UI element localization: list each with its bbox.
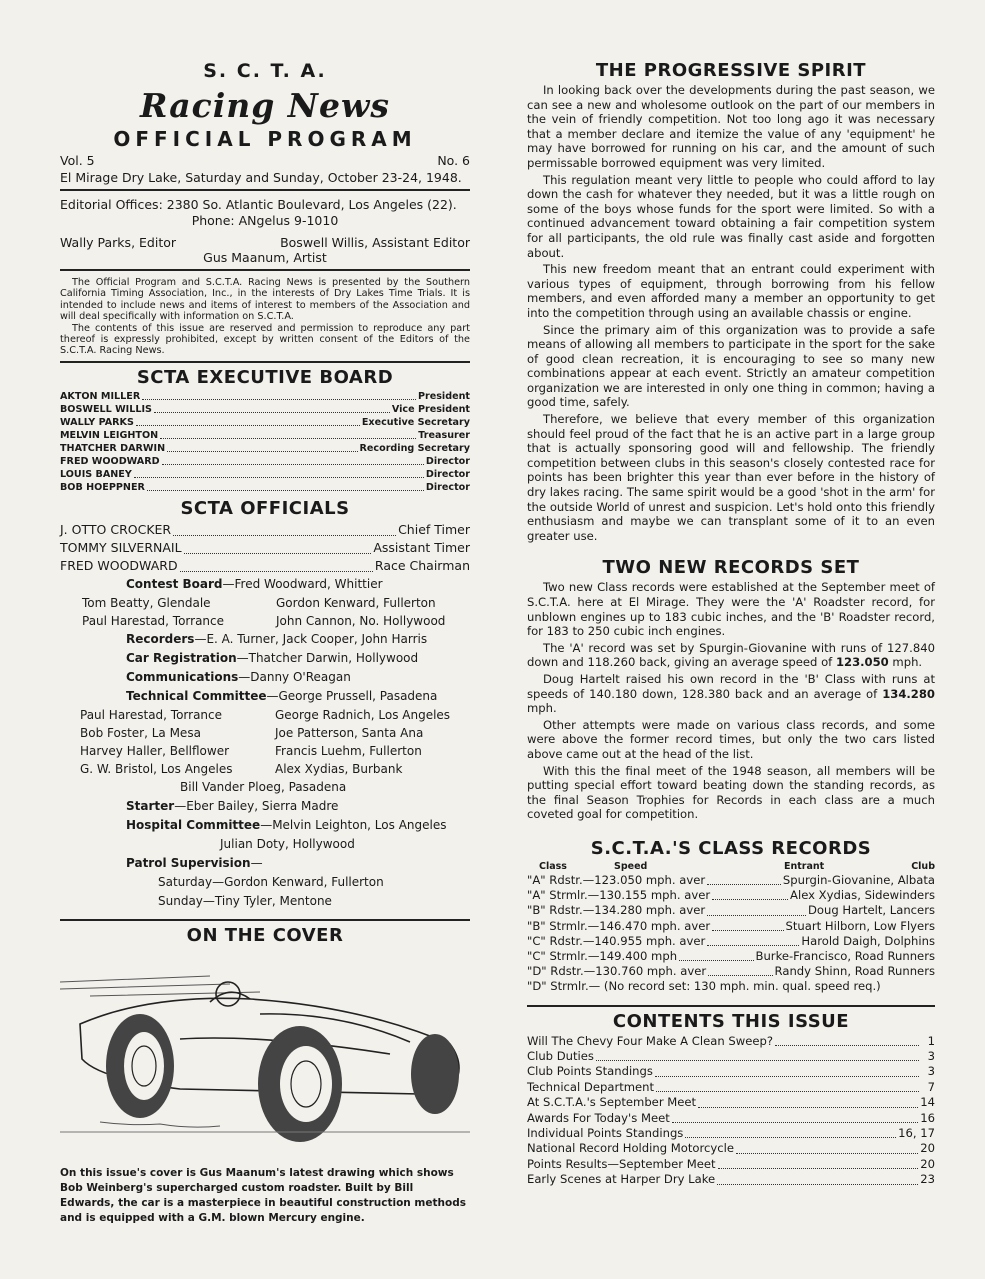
recorders xyxy=(60,630,470,649)
official-name: J. OTTO CROCKER xyxy=(60,521,172,537)
contest-board xyxy=(60,575,470,594)
contents-row xyxy=(527,1157,935,1172)
roadster-illustration xyxy=(60,954,470,1144)
board-row xyxy=(60,442,470,455)
recorders-value: —E. A. Turner, Jack Cooper, John Harris xyxy=(194,631,428,646)
notice-paragraph: The Official Program and S.C.T.A. Racing News is presented by the Southern California Timing Association, Inc., in the interests of Dry Lakes Time Trials. It is intended to include news and items of interest to members of the Association and will deal specifically with information on S.C.T.A. xyxy=(60,277,470,323)
board-row xyxy=(60,390,470,403)
contents-page: 3 xyxy=(927,1064,935,1079)
divider xyxy=(527,1005,935,1007)
editor: Wally Parks, Editor xyxy=(60,235,177,250)
tech-label: Technical Committee xyxy=(126,688,267,703)
leader-dots xyxy=(712,919,783,931)
dateline: El Mirage Dry Lake, Saturday and Sunday, October 23-24, 1948. xyxy=(60,170,462,185)
contents-title-text: Club Points Standings xyxy=(527,1064,653,1079)
contents-page: 3 xyxy=(927,1048,935,1063)
board-role: Vice President xyxy=(391,403,470,415)
contents-page: 20 xyxy=(920,1156,935,1171)
volume-label: Vol. 5 xyxy=(60,153,95,168)
text-span: The 'A' record was set by Spurgin-Giovanine with runs of 127.840 down and 118.260 back, giving an average speed of xyxy=(527,640,935,670)
leader-dots xyxy=(656,1080,919,1092)
board-role: Director xyxy=(425,481,470,493)
leader-dots xyxy=(718,1157,919,1169)
record-class-speed: "A" Rdstr.—123.050 mph. aver xyxy=(527,872,706,887)
leader-dots xyxy=(685,1126,896,1138)
class-record-last: "D" Strmlr.— (No record set: 130 mph. min. qual. speed req.) xyxy=(527,979,881,994)
contents-title-text: At S.C.T.A.'s September Meet xyxy=(527,1095,697,1110)
leader-dots xyxy=(707,934,799,946)
official-role: Race Chairman xyxy=(374,557,470,573)
article-paragraph xyxy=(527,672,935,716)
carreg-label: Car Registration xyxy=(126,650,237,665)
record-class-speed: "B" Rdstr.—134.280 mph. aver xyxy=(527,903,706,918)
member-name: George Radnich, Los Angeles xyxy=(275,707,451,722)
article-paragraph: With this the final meet of the 1948 season, all members will be putting special effort toward beating down the standing records, as the final Season Trophies for Records in each class are a much coveted goal for competition. xyxy=(527,763,935,822)
class-records-title: S.C.T.A.'S CLASS RECORDS xyxy=(590,837,872,859)
contents-title-text: Early Scenes at Harper Dry Lake xyxy=(527,1172,716,1187)
notice-paragraph: The contents of this issue are reserved and permission to reproduce any part thereof is expressly prohibited, except by written consent of the Editors of the S.C.T.A. Racing News. xyxy=(60,322,470,357)
hospital-label: Hospital Committee xyxy=(126,817,261,832)
tech-last: Bill Vander Ploeg, Pasadena xyxy=(180,779,347,794)
record-entrant-club: Doug Hartelt, Lancers xyxy=(807,903,935,918)
official-row xyxy=(60,521,470,539)
board-role: Recording Secretary xyxy=(359,442,470,454)
contents-row xyxy=(527,1126,935,1141)
leader-dots xyxy=(184,539,372,554)
contents-title-text: Awards For Today's Meet xyxy=(527,1110,670,1125)
board-name: BOB HOEPPNER xyxy=(60,481,145,493)
col-class: Class xyxy=(539,860,567,872)
contents-row xyxy=(527,1034,935,1049)
contents-row xyxy=(527,1049,935,1064)
article-paragraph xyxy=(527,641,935,670)
class-records-header xyxy=(527,861,935,873)
contents-page: 16, 17 xyxy=(898,1125,935,1140)
board-row xyxy=(60,455,470,468)
comm-value: —Danny O'Reagan xyxy=(238,669,351,684)
article-paragraph: Therefore, we believe that every member of this organization should feel proud of the fact that he is an active part in a large group that is actually sponsoring good will and fellowship. The friendly competition between clubs in this season's closely contested race for points has been brighter this year than ever before in the history of dry lakes racing. The same spirit would be a good 'shot in the arm' for the outside World of unrest and suspicion. Let's hold onto this friendly enthusiasm and maybe we can transplant some of it to an even greater use. xyxy=(527,412,935,543)
member-name: Paul Harestad, Torrance xyxy=(80,707,223,722)
leader-dots xyxy=(596,1049,919,1061)
copyright-notice xyxy=(60,277,470,357)
board-role: Director xyxy=(425,455,470,467)
contents-title-text: Individual Points Standings xyxy=(527,1125,684,1140)
board-row xyxy=(60,468,470,481)
board-name: BOSWELL WILLIS xyxy=(60,403,152,415)
board-name: WALLY PARKS xyxy=(60,416,134,428)
starter-label: Starter xyxy=(126,798,175,813)
tech-members xyxy=(60,706,470,778)
member-name: Alex Xydias, Burbank xyxy=(275,761,403,776)
text-span: Doug Hartelt raised his own record in the 'B' Class with runs at speeds of 140.180 down, 128.380 back and an average of xyxy=(527,671,935,701)
board-name: MELVIN LEIGHTON xyxy=(60,429,159,441)
cover-caption: On this issue's cover is Gus Maanum's latest drawing which shows Bob Weinberg's supercharged custom roadster. Built by Bill Edwards, the car is a masterpiece in beautiful construction methods and is equipped with a G.M. blown Mercury engine. xyxy=(60,1166,466,1224)
article-paragraph: This new freedom meant that an entrant could experiment with various types of equipment, through borrowing from his fellow members, and even afforded many a member an opportunity to get into the competition through using an available chassis or engine. xyxy=(527,262,935,320)
col-speed: Speed xyxy=(614,860,648,872)
leader-dots xyxy=(154,403,390,413)
leader-dots xyxy=(708,964,772,976)
contents-title-text: Club Duties xyxy=(527,1048,594,1063)
contents-row xyxy=(527,1080,935,1095)
artist: Gus Maanum, Artist xyxy=(203,250,327,265)
contents-row xyxy=(527,1111,935,1126)
member-name: John Cannon, No. Hollywood xyxy=(276,613,446,628)
contents-title-text: Technical Department xyxy=(527,1079,655,1094)
board-role: President xyxy=(417,390,470,402)
board-name: THATCHER DARWIN xyxy=(60,442,166,454)
record-class-speed: "C" Rdstr.—140.955 mph. aver xyxy=(527,933,706,948)
member-row xyxy=(82,594,470,612)
editorial-offices xyxy=(60,197,470,229)
leader-dots xyxy=(672,1111,918,1123)
board-row xyxy=(60,403,470,416)
text-span: mph. xyxy=(888,655,923,670)
record-speed: 134.280 xyxy=(882,686,935,701)
member-name: Tom Beatty, Glendale xyxy=(82,595,211,610)
contents-row xyxy=(527,1064,935,1079)
class-record-row xyxy=(527,964,935,979)
divider xyxy=(60,189,470,191)
record-entrant-club: Spurgin-Giovanine, Albata xyxy=(782,872,935,887)
leader-dots xyxy=(167,442,357,452)
contents-title-text: Points Results—September Meet xyxy=(527,1156,716,1171)
contents-row xyxy=(527,1172,935,1187)
board-title: SCTA EXECUTIVE BOARD xyxy=(136,366,394,388)
contents-title-text: National Record Holding Motorcycle xyxy=(527,1141,734,1156)
tech-value: —George Prussell, Pasadena xyxy=(266,688,438,703)
contest-label: Contest Board xyxy=(126,576,223,591)
board-row xyxy=(60,481,470,494)
member-name: G. W. Bristol, Los Angeles xyxy=(80,761,233,776)
article-paragraph: Since the primary aim of this organization was to provide a safe means of allowing all members to participate in the sport for the sake of good clean recreation, it is encouraging to see so many new combinations appear at each event. Strictly an amateur competition organization we are interested in only one thing in common; having a good time, safely. xyxy=(527,322,935,410)
member-name: Gordon Kenward, Fullerton xyxy=(276,595,436,610)
contents-page: 1 xyxy=(927,1033,935,1048)
class-record-row xyxy=(527,903,935,918)
officials-title: SCTA OFFICIALS xyxy=(180,497,350,519)
editors-row xyxy=(60,235,470,250)
contest-members xyxy=(60,594,470,630)
contents-row xyxy=(527,1095,935,1110)
board-name: FRED WOODWARD xyxy=(60,455,160,467)
board-row xyxy=(60,429,470,442)
article-paragraph: Other attempts were made on various class records, and some were above the former record times, but only the two cars listed above came out at the head of the list. xyxy=(527,717,935,761)
record-class-speed: "A" Strmlr.—130.155 mph. aver xyxy=(527,888,711,903)
record-entrant-club: Alex Xydias, Sidewinders xyxy=(790,888,935,903)
record-class-speed: "C" Strmlr.—149.400 mph xyxy=(527,948,678,963)
spirit-title: THE PROGRESSIVE SPIRIT xyxy=(595,60,867,81)
technical-committee xyxy=(60,687,470,706)
records-set-article xyxy=(527,580,935,822)
comm-label: Communications xyxy=(126,669,239,684)
carreg-value: —Thatcher Darwin, Hollywood xyxy=(236,650,419,665)
patrol-supervision xyxy=(60,854,470,873)
official-row xyxy=(60,539,470,557)
record-entrant-club: Randy Shinn, Road Runners xyxy=(774,964,935,979)
board-role: Executive Secretary xyxy=(361,416,470,428)
member-name: Paul Harestad, Torrance xyxy=(82,613,225,628)
spirit-article xyxy=(527,83,935,543)
contents-page: 16 xyxy=(920,1110,935,1125)
records-set-title: TWO NEW RECORDS SET xyxy=(602,557,860,579)
cover-title: ON THE COVER xyxy=(186,924,344,946)
leader-dots xyxy=(707,903,806,915)
hospital-committee xyxy=(60,816,470,835)
leader-dots xyxy=(134,468,424,478)
patrol-value: — xyxy=(250,855,263,870)
record-class-speed: "D" Rdstr.—130.760 mph. aver xyxy=(527,964,707,979)
article-paragraph: Two new Class records were established at the September meet of S.C.T.A. here at El Mirage. They were the 'A' Roadster record, for unblown engines up to 183 cubic inches, and the 'B' Roadster record, for 183 to 250 cubic inch engines. xyxy=(527,580,935,639)
contents-row xyxy=(527,1141,935,1156)
leader-dots xyxy=(775,1034,919,1046)
leader-dots xyxy=(147,481,424,491)
leader-dots xyxy=(712,888,788,900)
right-column xyxy=(527,58,935,1188)
class-records-list xyxy=(527,873,935,979)
member-name: Joe Patterson, Santa Ana xyxy=(275,725,424,740)
member-row xyxy=(80,706,470,724)
leader-dots xyxy=(736,1141,918,1153)
member-row xyxy=(80,724,470,742)
car-registration xyxy=(60,649,470,668)
board-role: Director xyxy=(425,468,470,480)
class-record-row xyxy=(527,919,935,934)
divider xyxy=(60,269,470,271)
member-row xyxy=(80,760,470,778)
offices-phone: Phone: ANgelus 9-1010 xyxy=(191,213,339,228)
leader-dots xyxy=(173,521,396,536)
text-span: mph. xyxy=(527,701,557,716)
official-name: FRED WOODWARD xyxy=(60,557,178,573)
board-role: Treasurer xyxy=(418,429,470,441)
board-list xyxy=(60,390,470,494)
class-record-row xyxy=(527,888,935,903)
contents-page: 20 xyxy=(920,1141,935,1156)
offices-address: Editorial Offices: 2380 So. Atlantic Boulevard, Los Angeles (22). xyxy=(60,197,457,212)
leader-dots xyxy=(655,1064,919,1076)
class-record-row xyxy=(527,934,935,949)
member-name: Francis Luehm, Fullerton xyxy=(275,743,422,758)
recorders-label: Recorders xyxy=(126,631,195,646)
official-row xyxy=(60,557,470,575)
record-entrant-club: Stuart Hilborn, Low Flyers xyxy=(785,918,935,933)
assistant-editor: Boswell Willis, Assistant Editor xyxy=(280,235,470,250)
leader-dots xyxy=(717,1172,918,1184)
leader-dots xyxy=(698,1095,918,1107)
contents-list xyxy=(527,1034,935,1188)
starter-value: —Eber Bailey, Sierra Madre xyxy=(174,798,339,813)
contents-page: 7 xyxy=(927,1079,935,1094)
member-row xyxy=(80,742,470,760)
masthead-logo: Racing News xyxy=(140,86,390,125)
contents-title: CONTENTS THIS ISSUE xyxy=(612,1010,850,1032)
left-column xyxy=(60,58,470,1226)
contents-page: 14 xyxy=(920,1095,935,1110)
article-paragraph: This regulation meant very little to people who could afford to lay down the cash for whatever they needed, but it was a little rough on some of the boys whose funds for the sport were limited. So with a continued advancement toward obtaining a fair competition system for all participants, the old rule was finally cast aside and forgotten about. xyxy=(527,172,935,260)
patrol-saturday: Saturday—Gordon Kenward, Fullerton xyxy=(158,874,384,889)
patrol-label: Patrol Supervision xyxy=(126,855,251,870)
volume-row xyxy=(60,153,470,168)
member-row xyxy=(82,612,470,630)
leader-dots xyxy=(679,949,753,961)
record-speed: 123.050 xyxy=(835,655,889,670)
contents-title-text: Will The Chevy Four Make A Clean Sweep? xyxy=(527,1033,773,1048)
hospital-value: —Melvin Leighton, Los Angeles xyxy=(260,817,447,832)
class-record-row xyxy=(527,949,935,964)
leader-dots xyxy=(180,557,373,572)
communications xyxy=(60,668,470,687)
official-name: TOMMY SILVERNAIL xyxy=(60,539,182,555)
leader-dots xyxy=(162,455,424,465)
record-entrant-club: Burke-Francisco, Road Runners xyxy=(755,948,935,963)
leader-dots xyxy=(142,390,416,400)
officials-list xyxy=(60,521,470,575)
article-paragraph: In looking back over the developments during the past season, we can see a new and wholesome outlook on the part of our members in the vein of friendly competition. Not too long ago it was necessary that a member declare and itemize the value of any 'equipment' he may have borrowed for running on his car, and the amount of such permissable borrowed equipment was very limited. xyxy=(527,83,935,170)
board-row xyxy=(60,416,470,429)
divider xyxy=(60,919,470,921)
col-club: Club xyxy=(911,860,935,872)
member-name: Bob Foster, La Mesa xyxy=(80,725,201,740)
patrol-sunday: Sunday—Tiny Tyler, Mentone xyxy=(158,893,332,908)
masthead-scta: S. C. T. A. xyxy=(203,60,327,82)
board-name: LOUIS BANEY xyxy=(60,468,132,480)
divider xyxy=(60,361,470,363)
contest-value: —Fred Woodward, Whittier xyxy=(222,576,383,591)
masthead-program: OFFICIAL PROGRAM xyxy=(113,127,417,151)
starter xyxy=(60,797,470,816)
official-role: Assistant Timer xyxy=(373,539,470,555)
hospital-member: Julian Doty, Hollywood xyxy=(220,836,355,851)
leader-dots xyxy=(707,873,781,885)
class-record-row xyxy=(527,873,935,888)
col-entrant: Entrant xyxy=(784,860,825,872)
leader-dots xyxy=(136,416,360,426)
official-role: Chief Timer xyxy=(398,521,470,537)
record-entrant-club: Harold Daigh, Dolphins xyxy=(801,933,935,948)
leader-dots xyxy=(160,429,416,439)
record-class-speed: "B" Strmlr.—146.470 mph. aver xyxy=(527,918,711,933)
issue-number: No. 6 xyxy=(437,153,470,168)
contents-page: 23 xyxy=(920,1172,935,1187)
board-name: AKTON MILLER xyxy=(60,390,141,402)
member-name: Harvey Haller, Bellflower xyxy=(80,743,230,758)
